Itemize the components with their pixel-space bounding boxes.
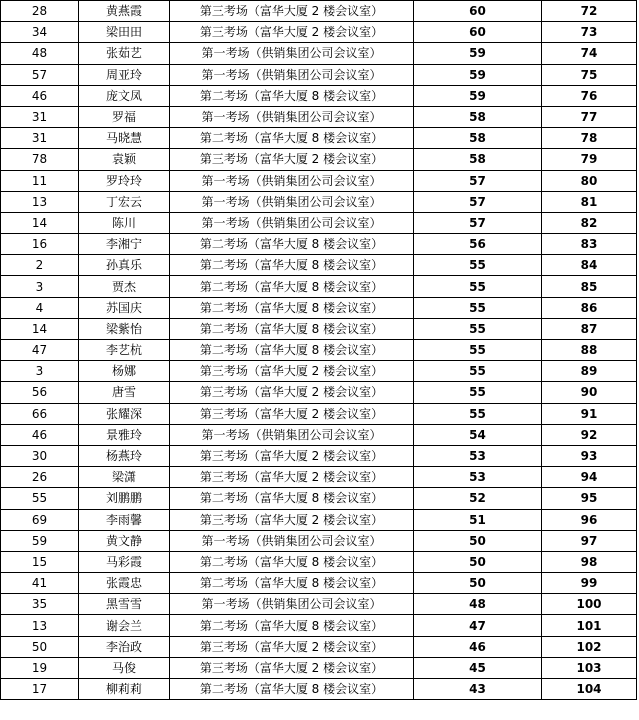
exam-room-cell: 第二考场（富华大厦 8 楼会议室） (170, 128, 414, 149)
seq-cell: 2 (1, 255, 79, 276)
score-cell: 60 (414, 1, 542, 22)
exam-room-cell: 第三考场（富华大厦 2 楼会议室） (170, 382, 414, 403)
seq-cell: 13 (1, 191, 79, 212)
name-cell: 景雅玲 (79, 424, 170, 445)
exam-room-cell: 第一考场（供销集团公司会议室） (170, 43, 414, 64)
seq-cell: 14 (1, 318, 79, 339)
seq-cell: 78 (1, 149, 79, 170)
table-row (1, 445, 637, 466)
name-cell: 张耀深 (79, 403, 170, 424)
score-cell: 59 (414, 64, 542, 85)
table-row (1, 1, 637, 22)
table-row (1, 340, 637, 361)
rank-cell: 99 (542, 573, 637, 594)
name-cell: 梁紫怡 (79, 318, 170, 339)
table-row (1, 382, 637, 403)
seq-cell: 35 (1, 594, 79, 615)
table-row (1, 106, 637, 127)
table-row (1, 551, 637, 572)
table-row (1, 234, 637, 255)
name-cell: 周亚玲 (79, 64, 170, 85)
name-cell: 马俊 (79, 657, 170, 678)
name-cell: 杨燕玲 (79, 445, 170, 466)
table-row (1, 297, 637, 318)
score-cell: 55 (414, 340, 542, 361)
rank-cell: 74 (542, 43, 637, 64)
rank-cell: 77 (542, 106, 637, 127)
name-cell: 苏国庆 (79, 297, 170, 318)
name-cell: 柳莉莉 (79, 679, 170, 700)
exam-room-cell: 第三考场（富华大厦 2 楼会议室） (170, 657, 414, 678)
table-row (1, 255, 637, 276)
score-cell: 53 (414, 445, 542, 466)
table-row (1, 170, 637, 191)
table-row (1, 43, 637, 64)
name-cell: 刘鹏鹏 (79, 488, 170, 509)
name-cell: 梁潇 (79, 467, 170, 488)
rank-cell: 91 (542, 403, 637, 424)
table-row (1, 191, 637, 212)
exam-room-cell: 第一考场（供销集团公司会议室） (170, 106, 414, 127)
table-row (1, 573, 637, 594)
seq-cell: 48 (1, 43, 79, 64)
rank-cell: 93 (542, 445, 637, 466)
rank-cell: 75 (542, 64, 637, 85)
seq-cell: 56 (1, 382, 79, 403)
score-cell: 57 (414, 191, 542, 212)
rank-cell: 94 (542, 467, 637, 488)
seq-cell: 17 (1, 679, 79, 700)
table-row (1, 64, 637, 85)
score-cell: 59 (414, 43, 542, 64)
exam-room-cell: 第二考场（富华大厦 8 楼会议室） (170, 297, 414, 318)
score-cell: 55 (414, 255, 542, 276)
exam-room-cell: 第三考场（富华大厦 2 楼会议室） (170, 361, 414, 382)
rank-cell: 103 (542, 657, 637, 678)
exam-room-cell: 第一考场（供销集团公司会议室） (170, 170, 414, 191)
table-row (1, 403, 637, 424)
rank-cell: 88 (542, 340, 637, 361)
table-row (1, 128, 637, 149)
name-cell: 丁宏云 (79, 191, 170, 212)
score-cell: 55 (414, 276, 542, 297)
score-cell: 55 (414, 382, 542, 403)
name-cell: 李治政 (79, 636, 170, 657)
table-row (1, 361, 637, 382)
rank-cell: 104 (542, 679, 637, 700)
score-cell: 55 (414, 361, 542, 382)
score-cell: 50 (414, 573, 542, 594)
exam-room-cell: 第二考场（富华大厦 8 楼会议室） (170, 615, 414, 636)
table-row (1, 85, 637, 106)
exam-room-cell: 第一考场（供销集团公司会议室） (170, 191, 414, 212)
seq-cell: 55 (1, 488, 79, 509)
score-cell: 57 (414, 170, 542, 191)
rank-cell: 79 (542, 149, 637, 170)
name-cell: 罗福 (79, 106, 170, 127)
score-cell: 57 (414, 212, 542, 233)
rank-cell: 98 (542, 551, 637, 572)
seq-cell: 15 (1, 551, 79, 572)
seq-cell: 59 (1, 530, 79, 551)
name-cell: 黄文静 (79, 530, 170, 551)
exam-room-cell: 第三考场（富华大厦 2 楼会议室） (170, 636, 414, 657)
score-cell: 58 (414, 149, 542, 170)
exam-room-cell: 第二考场（富华大厦 8 楼会议室） (170, 679, 414, 700)
table-row (1, 679, 637, 700)
seq-cell: 50 (1, 636, 79, 657)
score-cell: 55 (414, 318, 542, 339)
exam-room-cell: 第一考场（供销集团公司会议室） (170, 424, 414, 445)
exam-room-cell: 第三考场（富华大厦 2 楼会议室） (170, 509, 414, 530)
seq-cell: 34 (1, 22, 79, 43)
name-cell: 马彩霞 (79, 551, 170, 572)
table-row (1, 615, 637, 636)
score-cell: 59 (414, 85, 542, 106)
seq-cell: 46 (1, 85, 79, 106)
rank-cell: 89 (542, 361, 637, 382)
name-cell: 李艺杭 (79, 340, 170, 361)
seq-cell: 4 (1, 297, 79, 318)
score-cell: 60 (414, 22, 542, 43)
name-cell: 李雨馨 (79, 509, 170, 530)
score-cell: 52 (414, 488, 542, 509)
name-cell: 孙真乐 (79, 255, 170, 276)
rank-cell: 95 (542, 488, 637, 509)
exam-room-cell: 第三考场（富华大厦 2 楼会议室） (170, 1, 414, 22)
table-row (1, 636, 637, 657)
name-cell: 李湘宁 (79, 234, 170, 255)
score-cell: 56 (414, 234, 542, 255)
rank-cell: 97 (542, 530, 637, 551)
seq-cell: 41 (1, 573, 79, 594)
rank-cell: 81 (542, 191, 637, 212)
exam-room-cell: 第三考场（富华大厦 2 楼会议室） (170, 403, 414, 424)
seq-cell: 14 (1, 212, 79, 233)
name-cell: 马晓慧 (79, 128, 170, 149)
rank-cell: 84 (542, 255, 637, 276)
score-cell: 51 (414, 509, 542, 530)
score-cell: 55 (414, 297, 542, 318)
seq-cell: 46 (1, 424, 79, 445)
rank-cell: 102 (542, 636, 637, 657)
rank-cell: 90 (542, 382, 637, 403)
seq-cell: 47 (1, 340, 79, 361)
name-cell: 黑雪雪 (79, 594, 170, 615)
score-cell: 58 (414, 128, 542, 149)
seq-cell: 3 (1, 276, 79, 297)
name-cell: 黄燕霞 (79, 1, 170, 22)
table-row (1, 212, 637, 233)
name-cell: 庞文凤 (79, 85, 170, 106)
rank-cell: 72 (542, 1, 637, 22)
score-cell: 55 (414, 403, 542, 424)
score-cell: 54 (414, 424, 542, 445)
table-row (1, 22, 637, 43)
rank-cell: 78 (542, 128, 637, 149)
score-cell: 47 (414, 615, 542, 636)
name-cell: 张茹艺 (79, 43, 170, 64)
exam-room-cell: 第三考场（富华大厦 2 楼会议室） (170, 467, 414, 488)
rank-cell: 87 (542, 318, 637, 339)
seq-cell: 3 (1, 361, 79, 382)
exam-room-cell: 第二考场（富华大厦 8 楼会议室） (170, 318, 414, 339)
exam-room-cell: 第二考场（富华大厦 8 楼会议室） (170, 573, 414, 594)
table-row (1, 594, 637, 615)
exam-room-cell: 第二考场（富华大厦 8 楼会议室） (170, 255, 414, 276)
name-cell: 袁颖 (79, 149, 170, 170)
rank-cell: 80 (542, 170, 637, 191)
seq-cell: 30 (1, 445, 79, 466)
table-row (1, 657, 637, 678)
seq-cell: 69 (1, 509, 79, 530)
seq-cell: 19 (1, 657, 79, 678)
exam-room-cell: 第一考场（供销集团公司会议室） (170, 594, 414, 615)
table-row (1, 424, 637, 445)
exam-room-cell: 第一考场（供销集团公司会议室） (170, 530, 414, 551)
score-cell: 45 (414, 657, 542, 678)
rank-cell: 100 (542, 594, 637, 615)
rank-cell: 85 (542, 276, 637, 297)
name-cell: 梁田田 (79, 22, 170, 43)
seq-cell: 31 (1, 128, 79, 149)
score-cell: 53 (414, 467, 542, 488)
exam-room-cell: 第一考场（供销集团公司会议室） (170, 212, 414, 233)
seq-cell: 11 (1, 170, 79, 191)
seq-cell: 13 (1, 615, 79, 636)
score-cell: 48 (414, 594, 542, 615)
table-row (1, 509, 637, 530)
rank-cell: 73 (542, 22, 637, 43)
seq-cell: 66 (1, 403, 79, 424)
name-cell: 罗玲玲 (79, 170, 170, 191)
table-row (1, 276, 637, 297)
table-row (1, 149, 637, 170)
seq-cell: 26 (1, 467, 79, 488)
exam-room-cell: 第二考场（富华大厦 8 楼会议室） (170, 276, 414, 297)
score-cell: 50 (414, 530, 542, 551)
seq-cell: 28 (1, 1, 79, 22)
rank-cell: 83 (542, 234, 637, 255)
score-cell: 43 (414, 679, 542, 700)
exam-room-cell: 第二考场（富华大厦 8 楼会议室） (170, 234, 414, 255)
rank-cell: 92 (542, 424, 637, 445)
table-row (1, 488, 637, 509)
name-cell: 张霞忠 (79, 573, 170, 594)
exam-room-cell: 第二考场（富华大厦 8 楼会议室） (170, 85, 414, 106)
name-cell: 贾杰 (79, 276, 170, 297)
exam-room-cell: 第一考场（供销集团公司会议室） (170, 64, 414, 85)
results-table-body (1, 1, 637, 700)
exam-room-cell: 第三考场（富华大厦 2 楼会议室） (170, 445, 414, 466)
seq-cell: 16 (1, 234, 79, 255)
score-cell: 46 (414, 636, 542, 657)
name-cell: 唐雪 (79, 382, 170, 403)
exam-room-cell: 第二考场（富华大厦 8 楼会议室） (170, 340, 414, 361)
exam-room-cell: 第二考场（富华大厦 8 楼会议室） (170, 488, 414, 509)
name-cell: 杨娜 (79, 361, 170, 382)
name-cell: 谢会兰 (79, 615, 170, 636)
rank-cell: 76 (542, 85, 637, 106)
rank-cell: 86 (542, 297, 637, 318)
rank-cell: 82 (542, 212, 637, 233)
score-cell: 58 (414, 106, 542, 127)
exam-room-cell: 第三考场（富华大厦 2 楼会议室） (170, 22, 414, 43)
exam-room-cell: 第三考场（富华大厦 2 楼会议室） (170, 149, 414, 170)
table-row (1, 530, 637, 551)
table-row (1, 318, 637, 339)
rank-cell: 101 (542, 615, 637, 636)
score-cell: 50 (414, 551, 542, 572)
rank-cell: 96 (542, 509, 637, 530)
seq-cell: 31 (1, 106, 79, 127)
seq-cell: 57 (1, 64, 79, 85)
name-cell: 陈川 (79, 212, 170, 233)
table-row (1, 467, 637, 488)
exam-room-cell: 第二考场（富华大厦 8 楼会议室） (170, 551, 414, 572)
